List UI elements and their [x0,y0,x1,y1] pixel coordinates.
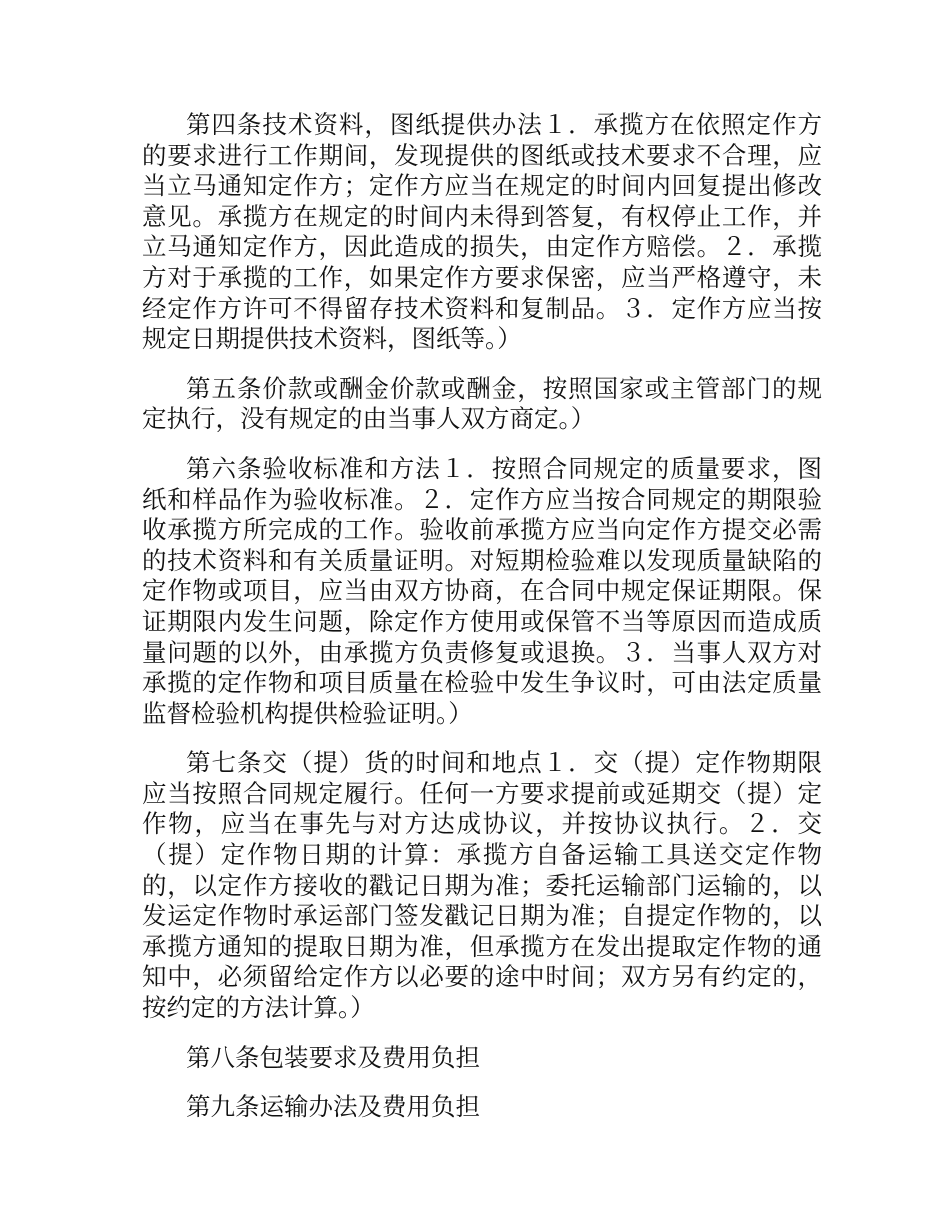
article-4-paragraph: 第四条技术资料，图纸提供办法１．承揽方在依照定作方的要求进行工作期间，发现提供的图纸或技术要求不合理，应当立马通知定作方；定作方应当在规定的时间内回复提出修改意见。承揽方在规定的时间内未得到答复，有权停止工作，并立马通知定作方，因此造成的损失，由定作方赔偿。２．承揽方对于承揽的工作，如果定作方要求保密，应当严格遵守，未经定作方许可不得留存技术资料和复制品。３．定作方应当按规定日期提供技术资料，图纸等。） [142,110,822,354]
article-8-paragraph: 第八条包装要求及费用负担 [186,1042,480,1072]
article-9-paragraph: 第九条运输办法及费用负担 [186,1092,480,1122]
document-body [142,110,822,1142]
article-7-paragraph: 第七条交（提）货的时间和地点１．交（提）定作物期限应当按照合同规定履行。任何一方要求提前或延期交（提）定作物，应当在事先与对方达成协议，并按协议执行。２．交（提）定作物日期的计算：承揽方自备运输工具送交定作物的，以定作方接收的戳记日期为准；委托运输部门运输的，以发运定作物时承运部门签发戳记日期为准；自提定作物的，以承揽方通知的提取日期为准，但承揽方在发出提取定作物的通知中，必须留给定作方以必要的途中时间；双方另有约定的，按约定的方法计算。） [142,748,822,1023]
article-6-paragraph: 第六条验收标准和方法１．按照合同规定的质量要求，图纸和样品作为验收标准。２．定作方应当按合同规定的期限验收承揽方所完成的工作。验收前承揽方应当向定作方提交必需的技术资料和有关质量证明。对短期检验难以发现质量缺陷的定作物或项目，应当由双方协商，在合同中规定保证期限。保证期限内发生问题，除定作方使用或保管不当等原因而造成质量问题的以外，由承揽方负责修复或退换。３．当事人双方对承揽的定作物和项目质量在检验中发生争议时，可由法定质量监督检验机构提供检验证明。） [142,453,822,728]
article-5-paragraph: 第五条价款或酬金价款或酬金，按照国家或主管部门的规定执行，没有规定的由当事人双方商定。） [142,373,822,434]
